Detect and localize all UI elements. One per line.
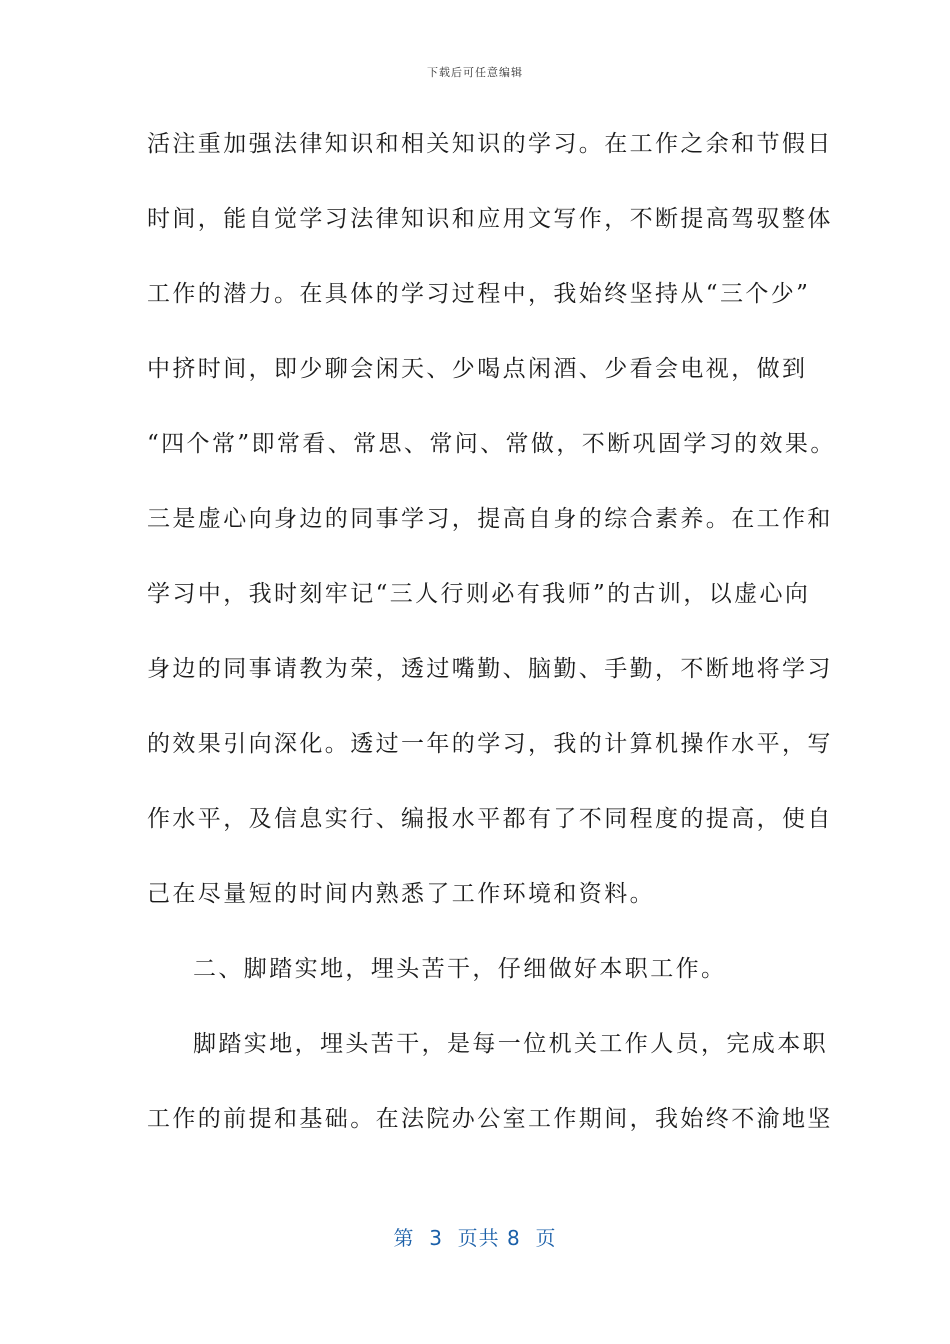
paragraph-line: 时间，能自觉学习法律知识和应用文写作，不断提高驾驭整体 — [147, 206, 833, 232]
paragraph-line: 的效果引向深化。透过一年的学习，我的计算机操作水平，写 — [147, 731, 833, 757]
paragraph-line: 学习中，我时刻牢记“三人行则必有我师”的古训，以虚心向 — [147, 581, 811, 607]
paragraph-line: 中挤时间，即少聊会闲天、少喝点闲酒、少看会电视，做到 — [147, 356, 808, 382]
paragraph-line: 脚踏实地，埋头苦干，是每一位机关工作人员，完成本职 — [193, 1031, 828, 1057]
paragraph-line: 作水平，及信息实行、编报水平都有了不同程度的提高，使自 — [147, 806, 833, 832]
page-header: 下载后可任意编辑 — [427, 66, 523, 79]
page-number-footer: 第 3 页共 8 页 — [393, 1226, 557, 1250]
paragraph-line: 身边的同事请教为荣，透过嘴勤、脑勤、手勤，不断地将学习 — [147, 656, 833, 682]
paragraph-line: 活注重加强法律知识和相关知识的学习。在工作之余和节假日 — [147, 131, 833, 157]
paragraph-line: 工作的潜力。在具体的学习过程中，我始终坚持从“三个少” — [147, 281, 811, 307]
section-heading: 二、脚踏实地，埋头苦干，仔细做好本职工作。 — [193, 956, 727, 982]
paragraph-line: 己在尽量短的时间内熟悉了工作环境和资料。 — [147, 881, 655, 907]
document-body — [147, 118, 836, 1168]
paragraph-line: 工作的前提和基础。在法院办公室工作期间，我始终不渝地坚 — [147, 1106, 833, 1132]
paragraph-line: 三是虚心向身边的同事学习，提高自身的综合素养。在工作和 — [147, 506, 833, 532]
paragraph-line: “四个常”即常看、常思、常问、常做，不断巩固学习的效果。 — [147, 431, 836, 457]
